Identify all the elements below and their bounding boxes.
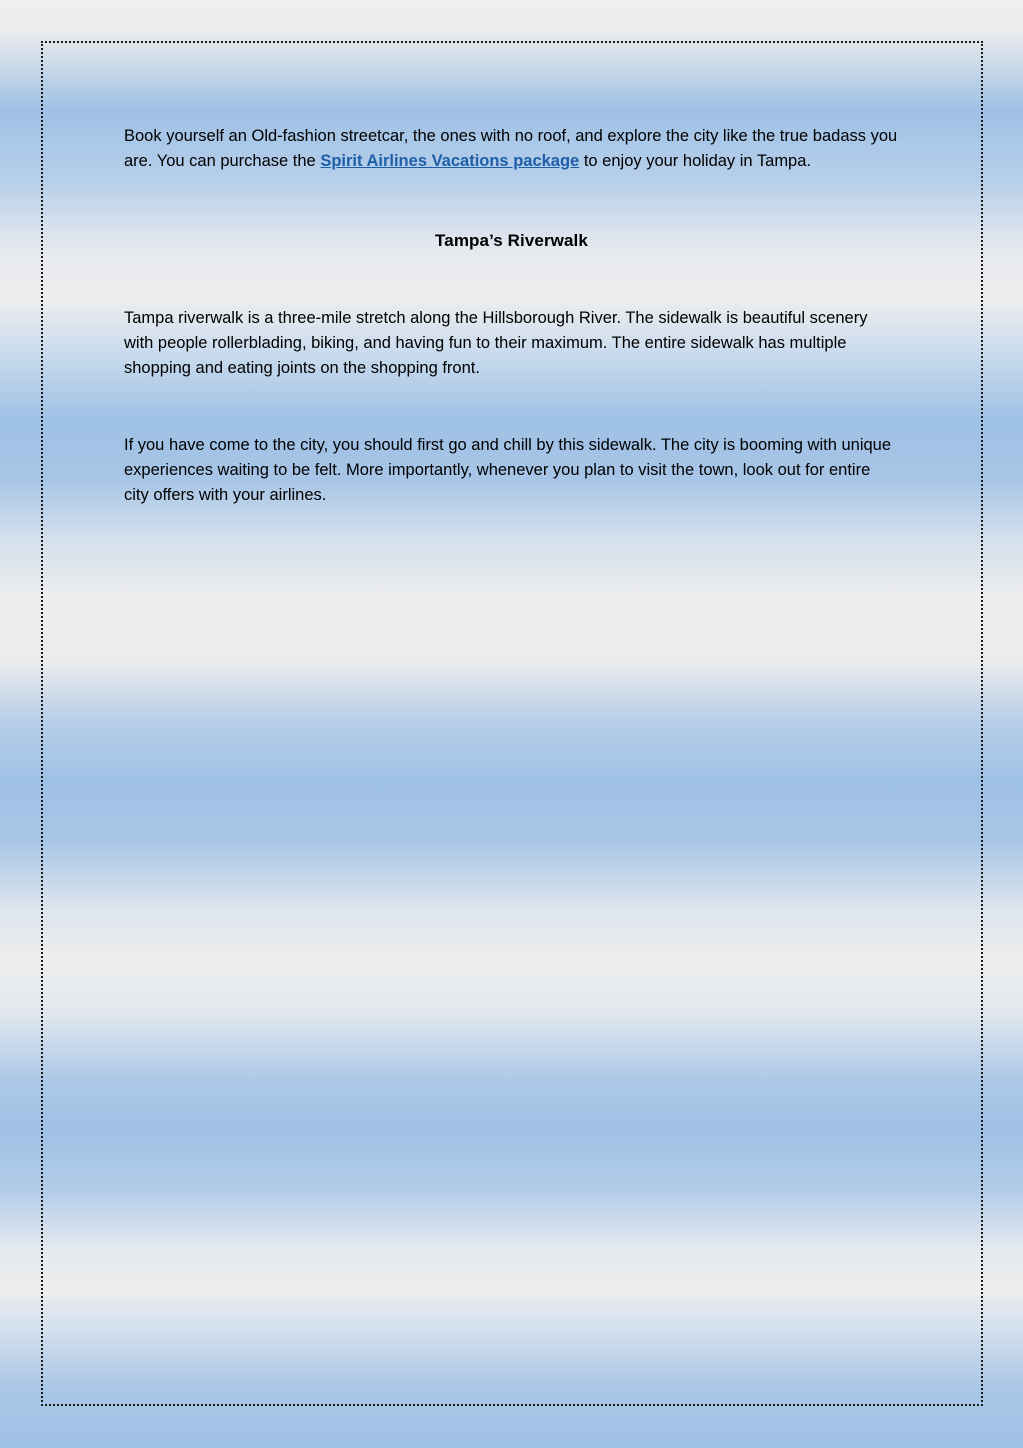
paragraph-city: If you have come to the city, you should first go and chill by this sidewalk. The city is booming with unique experiences waiting to be felt. More importantly, whenever you plan to visit the town, look out for entire city offers with your airlines. xyxy=(124,436,892,504)
paragraph-intro-text-after: to enjoy your holiday in Tampa. xyxy=(579,152,811,170)
paragraph-riverwalk: Tampa riverwalk is a three-mile stretch along the Hillsborough River. The sidewalk is beautiful scenery with people rollerblading, biking, and having fun to their maximum. The entire sidewalk has multiple shopping and eating joints on the shopping front. xyxy=(124,309,868,377)
paragraph-intro xyxy=(124,124,899,174)
paragraph-intro-text-before: Book yourself an Old-fashion streetcar, the ones with no roof, and explore the city like the true badass you are. You can purchase the xyxy=(124,127,898,170)
section-heading: Tampa’s Riverwalk xyxy=(435,231,588,250)
spirit-airlines-vacations-link[interactable]: Spirit Airlines Vacations package xyxy=(320,152,580,170)
document-content xyxy=(124,124,899,508)
